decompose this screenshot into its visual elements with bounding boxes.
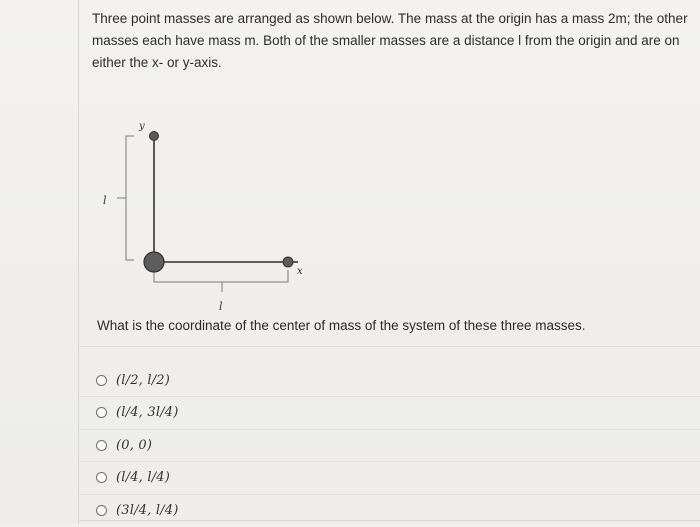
answer-option-c[interactable] bbox=[96, 429, 179, 462]
answer-option-b[interactable] bbox=[96, 397, 179, 430]
problem-stem: Three point masses are arranged as shown below. The mass at the origin has a mass 2m; the other masses each have mass m. Both of the smaller masses are a distance l from the origin and are on either the x- or y-axis. bbox=[92, 11, 688, 70]
mass-at-origin bbox=[144, 252, 164, 272]
option-divider bbox=[78, 396, 700, 397]
answer-option-label: (l/4, 3l/4) bbox=[116, 405, 179, 421]
radio-button-icon[interactable] bbox=[96, 375, 107, 386]
mass-diagram bbox=[90, 112, 330, 322]
answer-option-label: (l/2, l/2) bbox=[116, 372, 171, 388]
y-axis-label: y bbox=[139, 121, 145, 132]
radio-button-icon[interactable] bbox=[96, 472, 107, 483]
horizontal-distance-bracket bbox=[154, 270, 288, 282]
mass-on-x-axis bbox=[283, 257, 293, 267]
answer-options bbox=[96, 364, 179, 527]
answer-option-d[interactable] bbox=[96, 462, 179, 495]
option-divider bbox=[78, 429, 700, 430]
answer-option-a[interactable] bbox=[96, 364, 179, 397]
question-prompt: What is the coordinate of the center of mass of the system of these three masses. bbox=[97, 318, 586, 333]
answer-option-e[interactable] bbox=[96, 494, 179, 527]
horizontal-distance-label: l bbox=[219, 300, 223, 313]
left-margin-rule bbox=[78, 0, 79, 524]
vertical-distance-bracket bbox=[126, 136, 134, 260]
option-divider bbox=[78, 494, 700, 495]
bottom-rule bbox=[78, 520, 700, 521]
question-divider bbox=[78, 346, 700, 347]
answer-option-label: (l/4, l/4) bbox=[116, 470, 171, 486]
radio-button-icon[interactable] bbox=[96, 505, 107, 516]
x-axis-label: x bbox=[297, 266, 303, 277]
radio-button-icon[interactable] bbox=[96, 407, 107, 418]
answer-option-label: (0, 0) bbox=[116, 437, 153, 453]
mass-diagram-svg bbox=[90, 112, 330, 322]
vertical-distance-label: l bbox=[103, 194, 107, 207]
answer-option-label: (3l/4, l/4) bbox=[116, 502, 179, 518]
mass-on-y-axis bbox=[150, 132, 159, 141]
radio-button-icon[interactable] bbox=[96, 440, 107, 451]
option-divider bbox=[78, 461, 700, 462]
